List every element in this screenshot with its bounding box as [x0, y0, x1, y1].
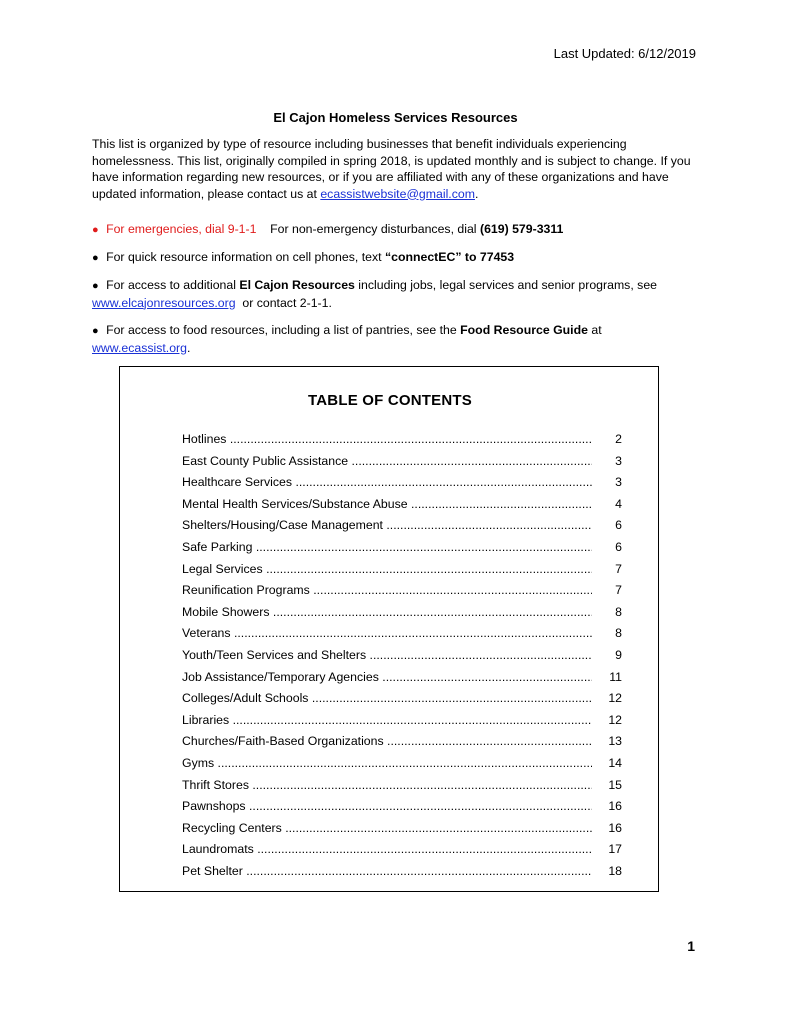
toc-entry-label: Mobile Showers ..... — [182, 602, 592, 624]
toc-entry-label: Churches/Faith-Based Organizations ..... — [182, 731, 592, 753]
toc-entry-page: 6 — [615, 539, 622, 554]
emergency-text: For emergencies, dial 9-1-1 — [106, 222, 257, 236]
elcajon-resources-link[interactable]: www.elcajonresources.org — [92, 295, 236, 310]
resources-bullet — [92, 277, 702, 311]
intro-end: . — [474, 186, 479, 201]
toc-entry-page: 3 — [615, 453, 622, 468]
resources-text-2: including jobs, legal services and senior programs, see — [358, 278, 657, 292]
toc-entry-label: Veterans ..... — [182, 623, 592, 645]
toc-entry[interactable] — [182, 775, 622, 797]
toc-entry-page: 9 — [615, 647, 622, 662]
toc-entry[interactable] — [182, 559, 622, 581]
toc-entry-page: 2 — [615, 432, 622, 446]
toc-entry-page: 15 — [608, 777, 622, 792]
toc-entry-page: 8 — [615, 626, 622, 641]
bullet-dot-icon: ● — [92, 325, 99, 337]
food-text-1: For access to food resources, including a list of pantries, see the — [106, 323, 457, 337]
toc-list — [182, 429, 622, 882]
toc-entry-label: Healthcare Services ..... — [182, 472, 592, 494]
resources-bold: El Cajon Resources — [239, 278, 355, 292]
non-emergency-text: For non-emergency disturbances, dial — [270, 222, 477, 236]
toc-entry[interactable] — [182, 710, 622, 732]
resources-text-1: For access to additional — [106, 278, 236, 292]
toc-entry-label: Pawnshops ..... — [182, 796, 592, 818]
toc-entry-label: Reunification Programs ..... — [182, 580, 592, 602]
toc-entry[interactable] — [182, 515, 622, 537]
toc-entry-label: Mental Health Services/Substance Abuse ..... — [182, 494, 592, 516]
intro-text: This list is organized by type of resource including businesses that benefit individuals experiencing homelessness. This list, originally compiled in spring 2018, is updated monthly and is subject to change. If you have information regarding new resources, or if you are affiliated with any of these organizations and have updated information, please contact us at — [92, 137, 691, 201]
toc-entry[interactable] — [182, 429, 622, 451]
toc-entry[interactable] — [182, 494, 622, 516]
toc-entry-page: 12 — [608, 712, 622, 727]
toc-entry[interactable] — [182, 818, 622, 840]
toc-entry[interactable] — [182, 753, 622, 775]
toc-entry[interactable] — [182, 451, 622, 473]
toc-entry[interactable] — [182, 602, 622, 624]
document-title: El Cajon Homeless Services Resources — [273, 110, 518, 125]
table-of-contents — [119, 366, 659, 892]
toc-entry-page: 8 — [615, 604, 622, 619]
toc-entry-page: 18 — [608, 863, 622, 878]
toc-entry-page: 13 — [608, 734, 622, 749]
toc-entry-label: Legal Services ..... — [182, 559, 592, 581]
toc-entry-label: Laundromats ..... — [182, 839, 592, 861]
toc-entry-label: Shelters/Housing/Case Management ..... — [182, 515, 592, 537]
toc-entry-label: Youth/Teen Services and Shelters ..... — [182, 645, 592, 667]
toc-entry-label: Hotlines ..... — [182, 429, 592, 451]
emergency-bullet — [92, 221, 702, 239]
toc-entry-label: Job Assistance/Temporary Agencies ..... — [182, 667, 592, 689]
toc-entry-label: East County Public Assistance ..... — [182, 451, 592, 473]
toc-entry-page: 12 — [608, 691, 622, 706]
ecassist-link[interactable]: www.ecassist.org — [92, 340, 187, 355]
toc-entry[interactable] — [182, 688, 622, 710]
toc-entry-label: Gyms ..... — [182, 753, 592, 775]
contact-email-link[interactable]: ecassistwebsite@gmail.com — [320, 186, 475, 201]
toc-entry-page: 16 — [608, 799, 622, 814]
toc-entry-page: 7 — [615, 583, 622, 598]
toc-entry-label: Safe Parking ..... — [182, 537, 592, 559]
text-info-code: “connectEC” to 77453 — [384, 250, 515, 264]
toc-heading: TABLE OF CONTENTS — [308, 392, 472, 409]
toc-entry[interactable] — [182, 472, 622, 494]
toc-entry-page: 17 — [608, 842, 622, 857]
toc-entry-page: 11 — [609, 669, 622, 684]
food-bullet — [92, 322, 702, 356]
non-emergency-phone: (619) 579-3311 — [479, 222, 564, 236]
toc-entry[interactable] — [182, 667, 622, 689]
toc-entry-page: 14 — [608, 755, 622, 770]
toc-entry-label: Pet Shelter ..... — [182, 861, 592, 883]
bullet-dot-icon: ● — [92, 280, 99, 292]
toc-entry[interactable] — [182, 731, 622, 753]
toc-entry[interactable] — [182, 580, 622, 602]
bullet-dot-icon: ● — [92, 224, 99, 236]
toc-entry[interactable] — [182, 861, 622, 883]
food-text-2: at — [591, 323, 602, 337]
toc-entry-page: 3 — [615, 475, 622, 490]
food-bold: Food Resource Guide — [460, 323, 588, 337]
toc-entry-page: 16 — [608, 820, 622, 835]
resources-text-3: or contact 2-1-1. — [242, 295, 332, 310]
toc-entry-label: Thrift Stores ..... — [182, 775, 592, 797]
intro-paragraph — [92, 136, 702, 202]
last-updated-date: Last Updated: 6/12/2019 — [553, 46, 696, 61]
toc-entry[interactable] — [182, 796, 622, 818]
toc-entry-page: 6 — [615, 518, 622, 533]
toc-entry-label: Recycling Centers ..... — [182, 818, 592, 840]
text-info-text: For quick resource information on cell phones, text — [106, 250, 382, 264]
toc-entry-page: 7 — [615, 561, 622, 576]
food-end: . — [187, 340, 191, 355]
toc-entry[interactable] — [182, 537, 622, 559]
page-number: 1 — [687, 938, 695, 954]
toc-entry-label: Colleges/Adult Schools ..... — [182, 688, 592, 710]
toc-entry-page: 4 — [615, 496, 622, 511]
toc-entry[interactable] — [182, 623, 622, 645]
toc-entry-label: Libraries ..... — [182, 710, 592, 732]
toc-entry[interactable] — [182, 839, 622, 861]
bullet-dot-icon: ● — [92, 252, 99, 264]
text-info-bullet — [92, 249, 702, 267]
toc-entry[interactable] — [182, 645, 622, 667]
